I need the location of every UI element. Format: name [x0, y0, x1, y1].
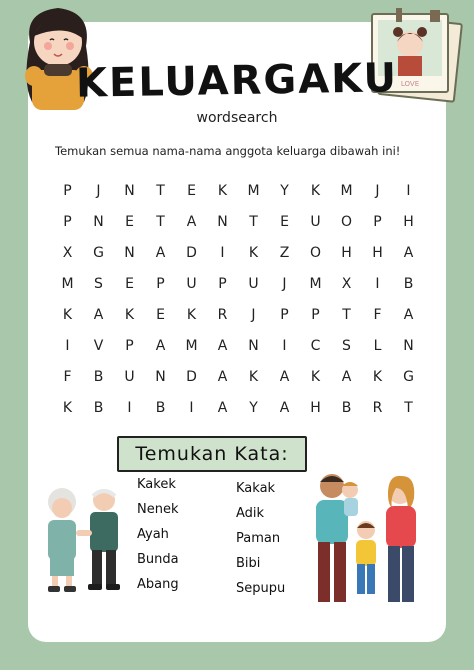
grid-letter: P — [63, 183, 72, 199]
grid-letter: A — [279, 369, 290, 385]
grid-letter: B — [93, 369, 104, 385]
grid-letter: M — [309, 276, 322, 292]
grid-letter: B — [93, 400, 104, 416]
grid-letter: P — [218, 276, 227, 292]
grid-letter: A — [155, 338, 166, 354]
grid-letter: A — [279, 400, 290, 416]
grid-letter: K — [372, 369, 383, 385]
grid-letter: M — [247, 183, 260, 199]
grid-letter: P — [125, 338, 134, 354]
word-item: Adik — [236, 506, 265, 521]
grid-letter: G — [403, 369, 414, 385]
grid-letter: B — [341, 400, 352, 416]
grid-letter: P — [373, 214, 382, 230]
grid-letter: X — [341, 276, 352, 292]
grid-letter: E — [125, 214, 134, 230]
grid-letter: U — [186, 276, 197, 292]
grid-letter: H — [403, 214, 414, 230]
grid-letter: A — [155, 245, 166, 261]
grid-letter: I — [220, 245, 225, 261]
grid-letter: N — [248, 338, 259, 354]
grid-letter: N — [93, 214, 104, 230]
grid-letter: P — [311, 307, 320, 323]
grid-letter: B — [403, 276, 414, 292]
grid-letter: T — [156, 214, 165, 230]
grid-letter: N — [124, 245, 135, 261]
grid-letter: U — [248, 276, 259, 292]
instruction-text: Temukan semua nama-nama anggota keluarga dibawah ini! — [55, 144, 401, 158]
grid-letter: H — [310, 400, 321, 416]
grid-letter: U — [310, 214, 321, 230]
grid-letter: U — [124, 369, 135, 385]
grid-letter: N — [217, 214, 228, 230]
grid-letter: B — [155, 400, 166, 416]
grid-letter: E — [156, 307, 165, 323]
grid-letter: I — [375, 276, 380, 292]
grid-letter: A — [217, 369, 228, 385]
grid-letter: K — [186, 307, 197, 323]
grid-letter: N — [155, 369, 166, 385]
grid-letter: M — [61, 276, 74, 292]
grid-letter: K — [124, 307, 135, 323]
grid-letter: E — [125, 276, 134, 292]
grid-letter: K — [217, 183, 228, 199]
grid-letter: I — [282, 338, 287, 354]
grid-letter: Y — [249, 400, 258, 416]
grid-letter: I — [406, 183, 411, 199]
grid-letter: G — [93, 245, 104, 261]
grid-letter: Y — [280, 183, 289, 199]
grid-letter: A — [217, 400, 228, 416]
grid-letter: R — [217, 307, 228, 323]
grid-letter: T — [156, 183, 165, 199]
family-illustration — [296, 468, 436, 608]
grid-letter: D — [186, 369, 197, 385]
word-item: Ayah — [137, 527, 169, 542]
grid-letter: T — [249, 214, 258, 230]
grid-letter: H — [341, 245, 352, 261]
grid-letter: K — [248, 369, 259, 385]
grid-letter: J — [375, 183, 380, 199]
grid-letter: R — [372, 400, 383, 416]
grid-letter: I — [189, 400, 194, 416]
grid-letter: T — [342, 307, 351, 323]
word-item: Kakak — [236, 481, 276, 496]
grid-letter: J — [251, 307, 256, 323]
grid-letter: A — [341, 369, 352, 385]
grid-letter: H — [372, 245, 383, 261]
word-item: Sepupu — [236, 581, 286, 596]
word-item: Nenek — [137, 502, 179, 517]
grid-letter: K — [248, 245, 259, 261]
word-list-left — [137, 472, 179, 597]
grid-letter: F — [373, 307, 382, 323]
grid-letter: M — [340, 183, 353, 199]
grid-letter: O — [340, 214, 353, 230]
grid-letter: F — [63, 369, 72, 385]
grid-letter: N — [124, 183, 135, 199]
word-item: Bunda — [137, 552, 179, 567]
grid-letter: T — [404, 400, 413, 416]
grid-letter: A — [186, 214, 197, 230]
grandparents-illustration — [38, 484, 130, 594]
grid-letter: K — [310, 369, 321, 385]
grid-letter: J — [282, 276, 287, 292]
grid-letter: S — [94, 276, 103, 292]
wordsearch-grid — [52, 176, 424, 424]
find-words-heading: Temukan Kata: — [117, 436, 307, 472]
grid-letter: M — [185, 338, 198, 354]
grid-letter: X — [62, 245, 73, 261]
grid-letter: Z — [279, 245, 290, 261]
polaroid-caption: LOVE — [400, 80, 420, 88]
grid-letter: J — [96, 183, 101, 199]
page-title: KELUARGAKU — [75, 55, 399, 107]
grid-letter: K — [62, 400, 73, 416]
word-item: Abang — [137, 577, 179, 592]
grid-letter: P — [280, 307, 289, 323]
grid-letter: A — [217, 338, 228, 354]
grid-letter: O — [309, 245, 322, 261]
grid-letter: N — [403, 338, 414, 354]
grid-letter: C — [310, 338, 321, 354]
word-item: Kakek — [137, 477, 176, 492]
grid-letter: K — [310, 183, 321, 199]
word-item: Paman — [236, 531, 281, 546]
grid-letter: V — [93, 338, 104, 354]
grid-letter: I — [65, 338, 70, 354]
grid-letter: L — [373, 338, 382, 354]
grid-letter: S — [342, 338, 351, 354]
grid-letter: D — [186, 245, 197, 261]
grid-letter: I — [127, 400, 132, 416]
grid-letter: A — [403, 245, 414, 261]
grid-letter: A — [93, 307, 104, 323]
page-subtitle: wordsearch — [196, 110, 278, 126]
grid-letter: E — [187, 183, 196, 199]
grid-letter: K — [62, 307, 73, 323]
grid-letter: A — [403, 307, 414, 323]
word-item: Bibi — [236, 556, 261, 571]
grid-letter: P — [156, 276, 165, 292]
grid-letter: P — [63, 214, 72, 230]
grid-letter: E — [280, 214, 289, 230]
word-list-right — [236, 476, 285, 601]
